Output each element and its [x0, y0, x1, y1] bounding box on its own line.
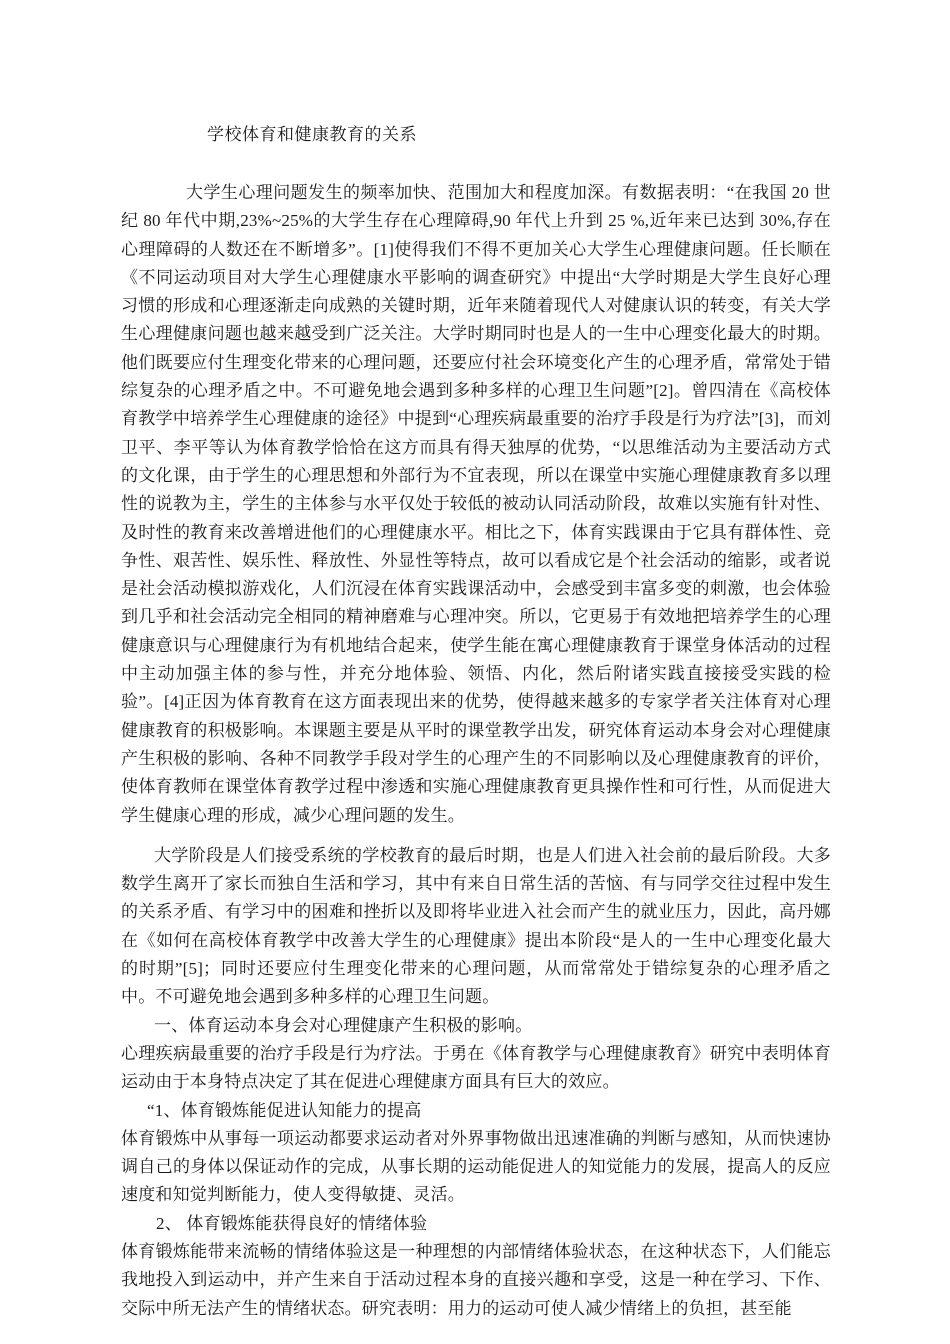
document-title: 学校体育和健康教育的关系	[207, 125, 417, 144]
paragraph-point-2-body: 体育锻炼能带来流畅的情绪体验这是一种理想的内部情绪体验状态，在这种状态下，人们能忘我地投入到运动中，并产生来自于活动过程本身的直接兴趣和享受，这是一种在学习、下作、交际中所无法产生的情绪状态。研究表明：用力的运动可使人减少情绪上的负担，甚至能	[121, 1241, 831, 1318]
paragraph-behavior-therapy: 心理疾病最重要的治疗手段是行为疗法。于勇在《体育教学与心理健康教育》研究中表明体育运动由于本身特点决定了其在促进心理健康方面具有巨大的效应。	[121, 1043, 831, 1092]
point-2-heading: 2、 体育锻炼能获得良好的情绪体验	[156, 1213, 428, 1233]
section-one-heading: 一、体育运动本身会对心理健康产生积极的影响。	[154, 1015, 533, 1035]
paragraph-intro: 大学生心理问题发生的频率加快、范围加大和程度加深。有数据表明：“在我国 20 世纪 80 年代中期,23%~25%的大学生存在心理障碍,90 年代上升到 25 %,近年来已达到 30%,存在心理障碍的人数还在不断增多”。[1]使得我们不得不更加关心大学生心理健康问题。任长顺在《不同运动项目对大学生心理健康水平影响的调查研究》中提出“大学时期是大学生良好心理习惯的形成和心理逐渐走向成熟的关键时期，近年来随着现代人对健康认识的转变，有关大学生心理健康问题也越来越受到广泛关注。大学时期同时也是人的一生中心理变化最大的时期。他们既要应付生理变化带来的心理问题，还要应付社会环境变化产生的心理矛盾，常常处于错综复杂的心理矛盾之中。不可避免地会遇到多种多样的心理卫生问题”[2]。曾四清在《高校体育教学中培养学生心理健康的途径》中提到“心理疾病最重要的治疗手段是行为疗法”[3]，而刘卫平、李平等认为体育教学恰恰在这方而具有得天独厚的优势，“以思维活动为主要活动方式的文化课，由于学生的心理思想和外部行为不宜表现，所以在课堂中实施心理健康教育多以理性的说教为主，学生的主体参与水平仅处于较低的被动认同活动阶段，故难以实施有针对性、及时性的教育来改善增进他们的心理健康水平。相比之下，体育实践课由于它具有群体性、竞争性、艰苦性、娱乐性、释放性、外显性等特点，故可以看成它是个社会活动的缩影，或者说是社会活动模拟游戏化，人们沉浸在体育实践课活动中，会感受到丰富多变的刺激，也会体验到几乎和社会活动完全相同的精神磨难与心理冲突。所以，它更易于有效地把培养学生的心理健康意识与心理健康行为有机地结合起来，使学生能在寓心理健康教育于课堂身体活动的过程中主动加强主体的参与性，并充分地体验、领悟、内化，然后附诸实践直接接受实践的检验”。[4]正因为体育教育在这方面表现出来的优势，使得越来越多的专家学者关注体育对心理健康教育的积极影响。本课题主要是从平时的课堂教学出发，研究体育运动本身会对心理健康产生积极的影响、各种不同教学手段对学生的心理产生的不同影响以及心理健康教育的评价，使体育教师在课堂体育教学过程中渗透和实施心理健康教育更具操作性和可行性，从而促进大学生健康心理的形成，减少心理问题的发生。	[121, 183, 831, 825]
blank-line	[121, 149, 831, 179]
point-1-heading: “1、体育锻炼能促进认知能力的提高	[147, 1100, 422, 1120]
paragraph-university-stage: 大学阶段是人们接受系统的学校教育的最后时期，也是人们进入社会前的最后阶段。大多数学生离开了家长而独自生活和学习，其中有来自日常生活的苦恼、有与同学交往过程中发生的关系矛盾、有学习中的困难和挫折以及即将毕业进入社会而产生的就业压力，因此，高丹娜在《如何在高校体育教学中改善大学生的心理健康》提出本阶段“是人的一生中心理变化最大的时期”[5]；同时还要应付生理变化带来的心理问题，从而常常处于错综复杂的心理矛盾之中。不可避免地会遇到多种多样的心理卫生问题。	[121, 845, 831, 1007]
paragraph-point-1-body: 体育锻炼中从事每一项运动都要求运动者对外界事物做出迅速准确的判断与感知，从而快速协调自己的身体以保证动作的完成，从事长期的运动能促进人的知觉能力的发展，提高人的反应速度和知觉判断能力，使人变得敏捷、灵活。	[121, 1128, 831, 1205]
